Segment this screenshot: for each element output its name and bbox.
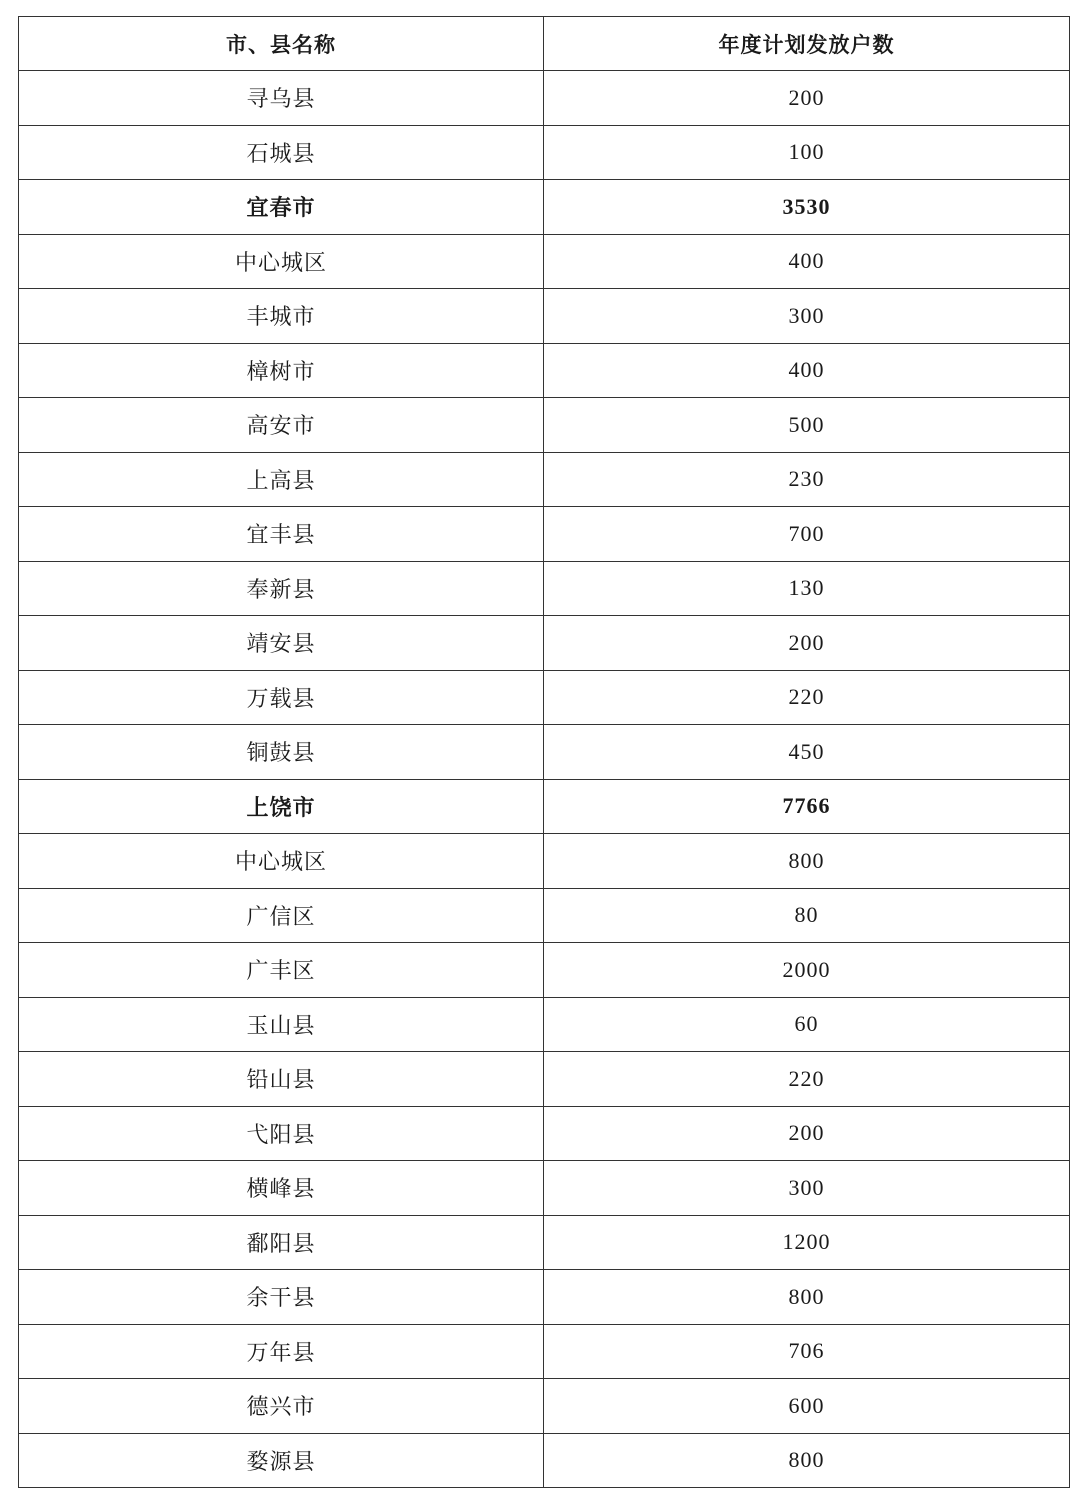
planned-households-cell: 706 (544, 1324, 1070, 1379)
table-row (19, 997, 1070, 1052)
planned-households-cell: 220 (544, 670, 1070, 725)
planned-households-cell: 2000 (544, 943, 1070, 998)
region-name-cell: 婺源县 (19, 1433, 544, 1488)
allocation-table-container (18, 16, 1069, 1488)
planned-households-cell: 400 (544, 234, 1070, 289)
table-row (19, 1433, 1070, 1488)
planned-households-cell: 800 (544, 1270, 1070, 1325)
allocation-table (18, 16, 1070, 1488)
region-name-cell: 中心城区 (19, 234, 544, 289)
table-body (19, 71, 1070, 1488)
region-name-cell: 鄱阳县 (19, 1215, 544, 1270)
region-name-cell: 广信区 (19, 888, 544, 943)
region-name-cell: 广丰区 (19, 943, 544, 998)
header-region-name: 市、县名称 (19, 17, 544, 71)
table-row (19, 1379, 1070, 1434)
table-row (19, 888, 1070, 943)
region-name-cell: 靖安县 (19, 616, 544, 671)
table-row (19, 561, 1070, 616)
region-name-cell: 玉山县 (19, 997, 544, 1052)
table-row (19, 1106, 1070, 1161)
planned-households-cell: 1200 (544, 1215, 1070, 1270)
table-row (19, 670, 1070, 725)
table-row (19, 343, 1070, 398)
table-row (19, 834, 1070, 889)
region-name-cell: 铜鼓县 (19, 725, 544, 780)
planned-households-cell: 800 (544, 834, 1070, 889)
region-name-cell: 宜春市 (19, 180, 544, 235)
region-name-cell: 德兴市 (19, 1379, 544, 1434)
region-name-cell: 寻乌县 (19, 71, 544, 126)
planned-households-cell: 3530 (544, 180, 1070, 235)
planned-households-cell: 60 (544, 997, 1070, 1052)
table-row (19, 943, 1070, 998)
planned-households-cell: 300 (544, 289, 1070, 344)
table-row (19, 71, 1070, 126)
planned-households-cell: 200 (544, 71, 1070, 126)
table-row (19, 616, 1070, 671)
table-header (19, 17, 1070, 71)
table-row (19, 452, 1070, 507)
region-name-cell: 奉新县 (19, 561, 544, 616)
planned-households-cell: 600 (544, 1379, 1070, 1434)
region-name-cell: 万载县 (19, 670, 544, 725)
region-name-cell: 余干县 (19, 1270, 544, 1325)
planned-households-cell: 300 (544, 1161, 1070, 1216)
table-row (19, 234, 1070, 289)
planned-households-cell: 200 (544, 1106, 1070, 1161)
table-row (19, 725, 1070, 780)
table-row (19, 180, 1070, 235)
region-name-cell: 铅山县 (19, 1052, 544, 1107)
planned-households-cell: 800 (544, 1433, 1070, 1488)
table-row (19, 289, 1070, 344)
table-row (19, 779, 1070, 834)
planned-households-cell: 500 (544, 398, 1070, 453)
header-planned-households: 年度计划发放户数 (544, 17, 1070, 71)
planned-households-cell: 700 (544, 507, 1070, 562)
planned-households-cell: 100 (544, 125, 1070, 180)
region-name-cell: 万年县 (19, 1324, 544, 1379)
planned-households-cell: 450 (544, 725, 1070, 780)
table-row (19, 507, 1070, 562)
region-name-cell: 樟树市 (19, 343, 544, 398)
planned-households-cell: 130 (544, 561, 1070, 616)
region-name-cell: 高安市 (19, 398, 544, 453)
table-row (19, 1324, 1070, 1379)
region-name-cell: 中心城区 (19, 834, 544, 889)
region-name-cell: 横峰县 (19, 1161, 544, 1216)
region-name-cell: 上高县 (19, 452, 544, 507)
region-name-cell: 上饶市 (19, 779, 544, 834)
planned-households-cell: 230 (544, 452, 1070, 507)
table-row (19, 398, 1070, 453)
planned-households-cell: 7766 (544, 779, 1070, 834)
table-row (19, 1052, 1070, 1107)
table-row (19, 1161, 1070, 1216)
table-row (19, 1270, 1070, 1325)
region-name-cell: 丰城市 (19, 289, 544, 344)
region-name-cell: 石城县 (19, 125, 544, 180)
table-row (19, 1215, 1070, 1270)
planned-households-cell: 220 (544, 1052, 1070, 1107)
planned-households-cell: 80 (544, 888, 1070, 943)
header-row (19, 17, 1070, 71)
table-row (19, 125, 1070, 180)
planned-households-cell: 400 (544, 343, 1070, 398)
planned-households-cell: 200 (544, 616, 1070, 671)
region-name-cell: 弋阳县 (19, 1106, 544, 1161)
region-name-cell: 宜丰县 (19, 507, 544, 562)
